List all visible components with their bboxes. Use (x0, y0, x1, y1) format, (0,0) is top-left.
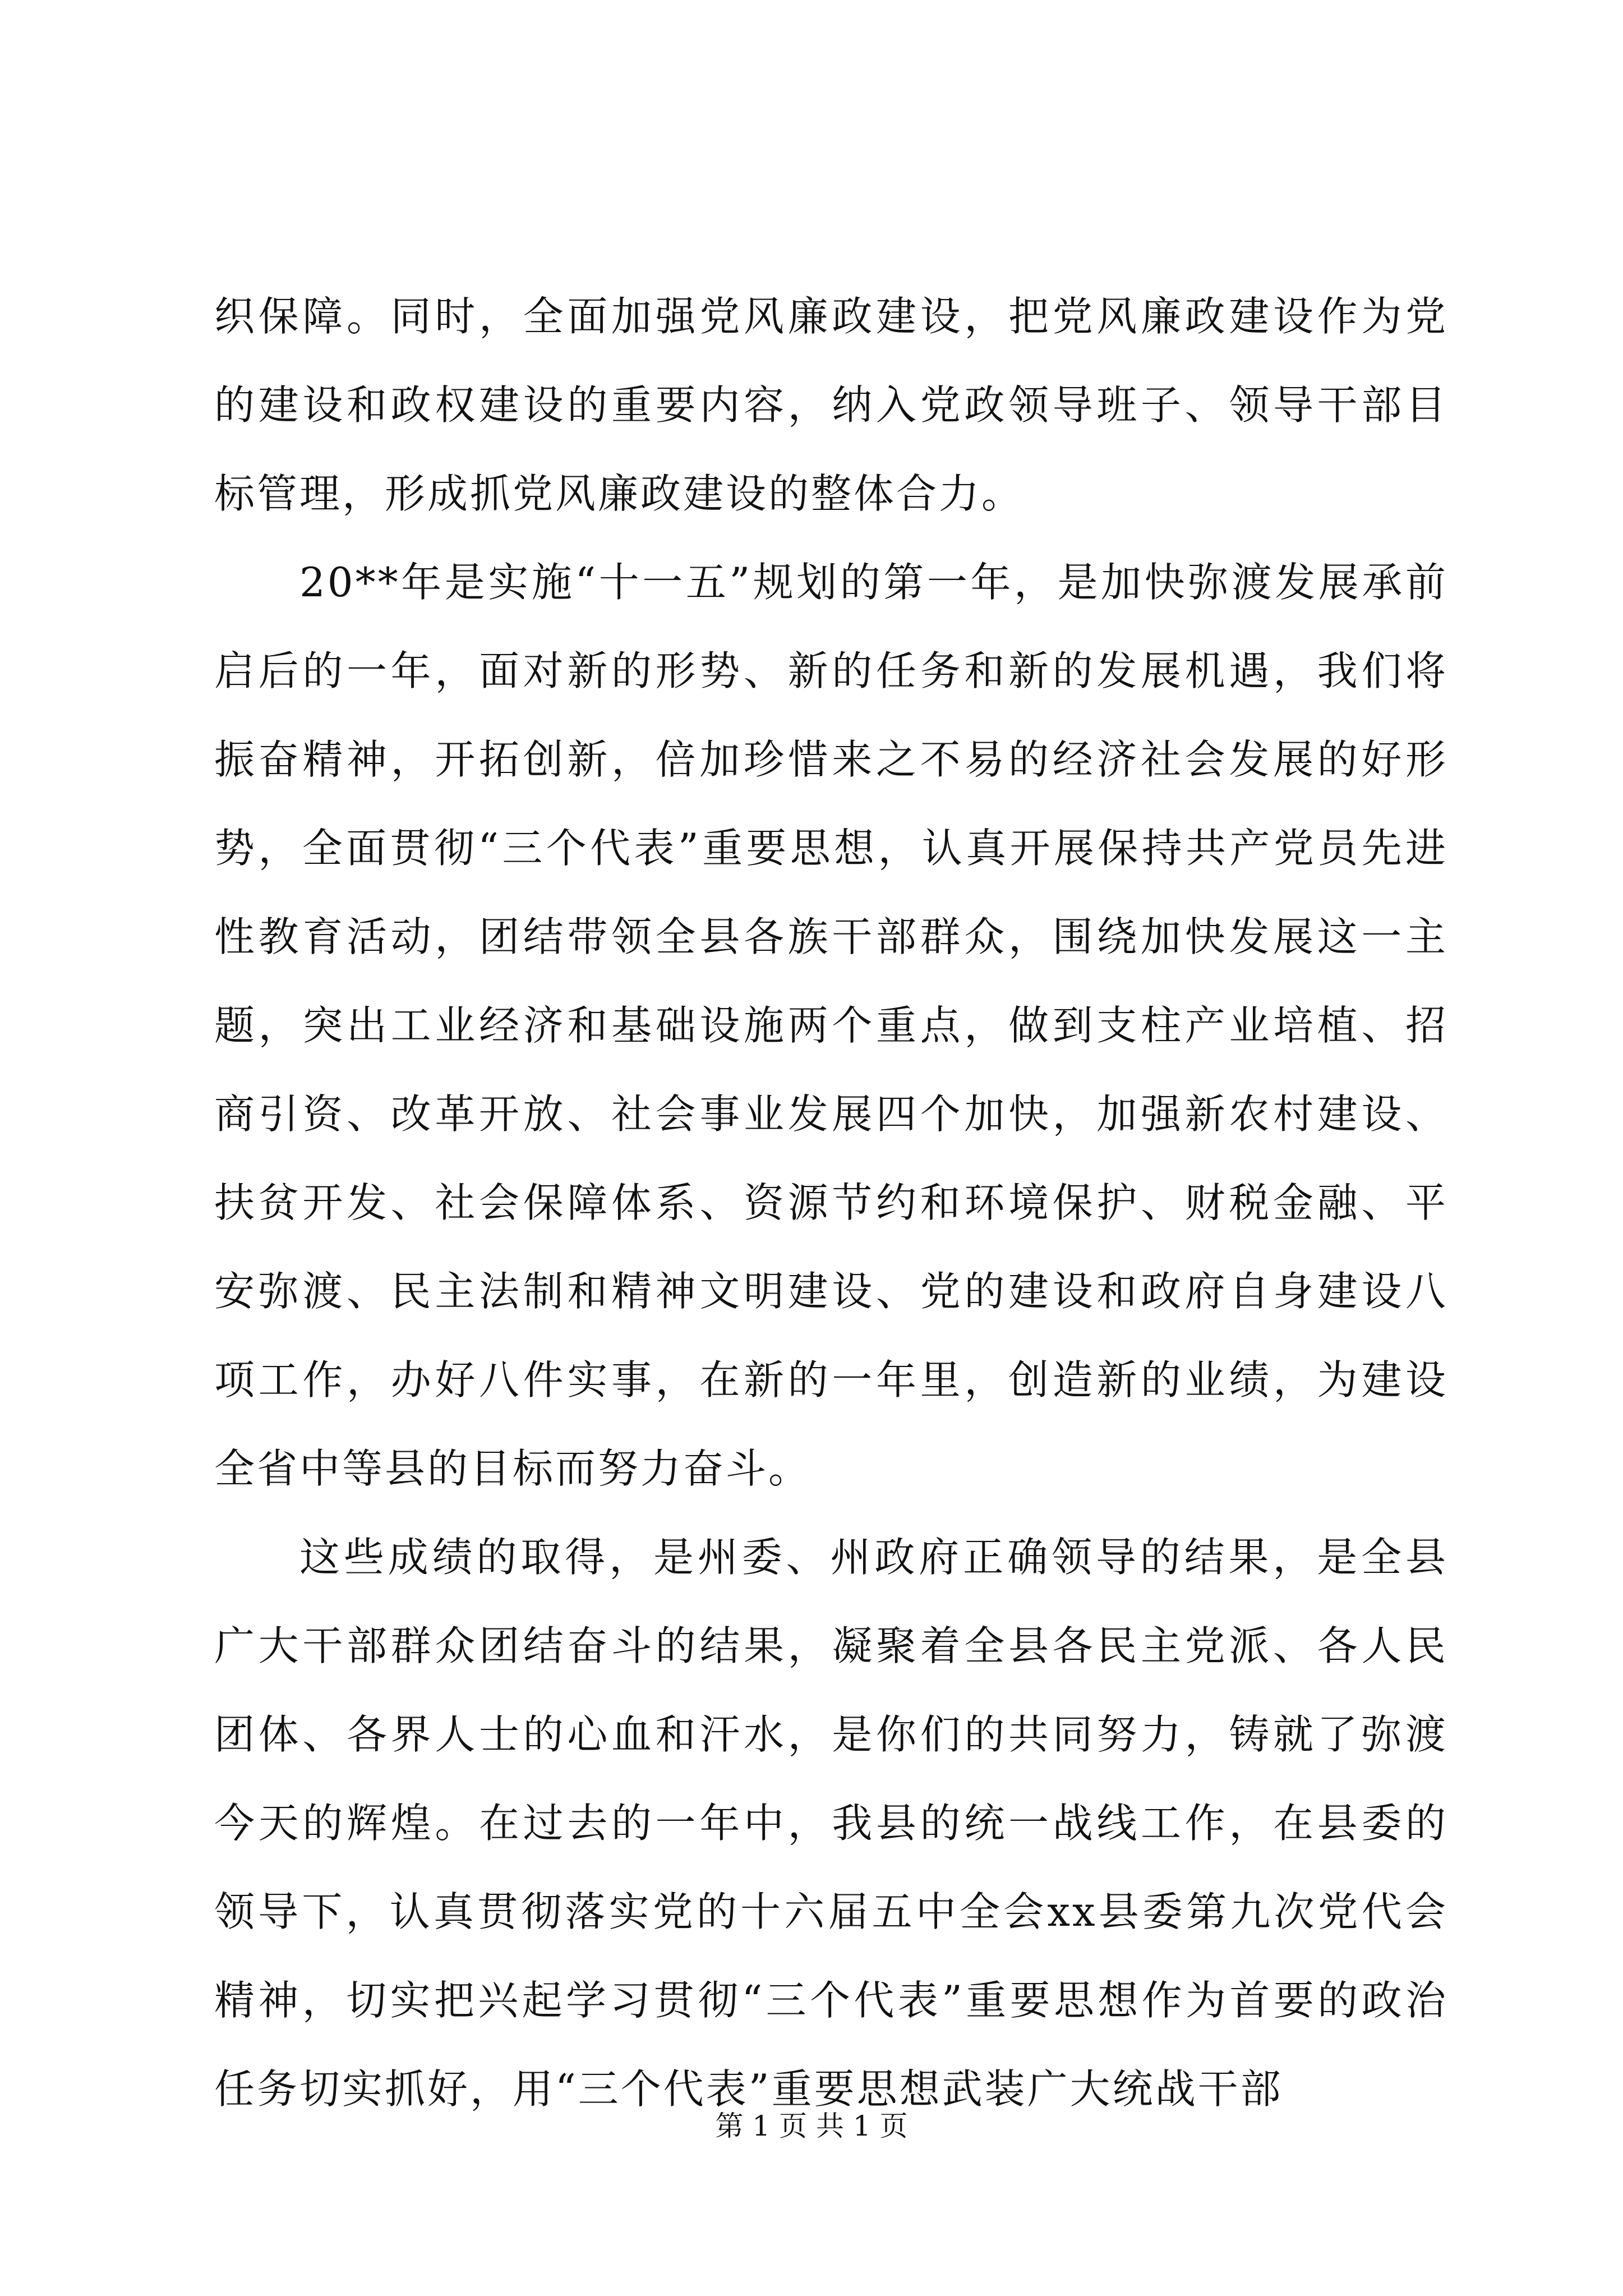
document-body (214, 272, 1448, 2133)
paragraph-1: 织保障。同时，全面加强党风廉政建设，把党风廉政建设作为党的建设和政权建设的重要内容，纳入党政领导班子、领导干部目标管理，形成抓党风廉政建设的整体合力。 (214, 293, 1448, 517)
paragraph-3: 这些成绩的取得，是州委、州政府正确领导的结果，是全县广大干部群众团结奋斗的结果，凝聚着全县各民主党派、各人民团体、各界人士的心血和汗水，是你们的共同努力，铸就了弥渡今天的辉煌。在过去的一年中，我县的统一战线工作，在县委的领导下，认真贯彻落实党的十六届五中全会xx县委第九次党代会精神，切实把兴起学习贯彻“三个代表”重要思想作为首要的政治任务切实抓好，用“三个代表”重要思想武装广大统战干部 (214, 1534, 1448, 2113)
paragraph-2: 20**年是实施“十一五”规划的第一年，是加快弥渡发展承前启后的一年，面对新的形势、新的任务和新的发展机遇，我们将振奋精神，开拓创新，倍加珍惜来之不易的经济社会发展的好形势，全面贯彻“三个代表”重要思想，认真开展保持共产党员先进性教育活动，团结带领全县各族干部群众，围绕加快发展这一主题，突出工业经济和基础设施两个重点，做到支柱产业培植、招商引资、改革开放、社会事业发展四个加快，加强新农村建设、扶贫开发、社会保障体系、资源节约和环境保护、财税金融、平安弥渡、民主法制和精神文明建设、党的建设和政府自身建设八项工作，办好八件实事，在新的一年里，创造新的业绩，为建设全省中等县的目标而努力奋斗。 (214, 559, 1448, 1492)
page-footer: 第 1 页 共 1 页 (715, 2110, 908, 2142)
